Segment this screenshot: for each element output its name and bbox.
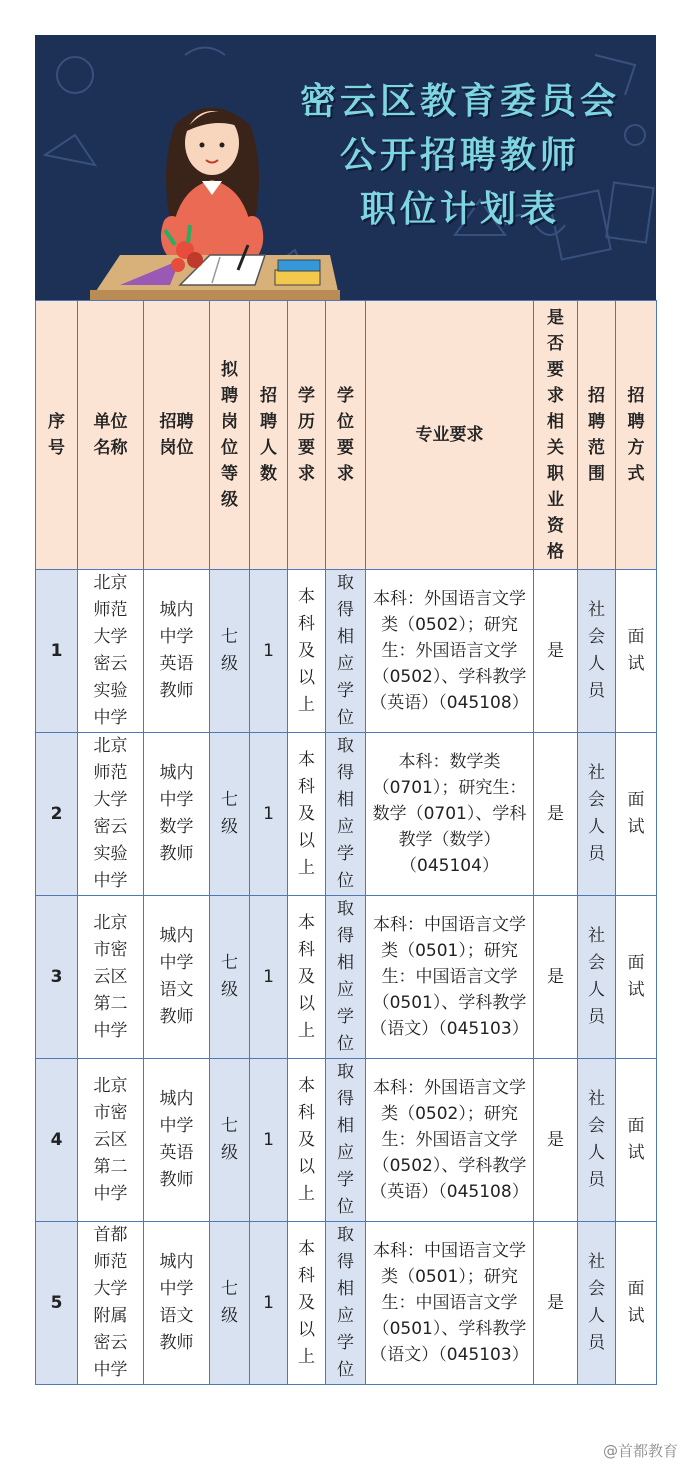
cell-seq-text: 1 [50,641,63,661]
banner-title-line-1: 密云区教育委员会 [299,81,620,122]
header-unit-label: 单位名称 [93,412,128,458]
header-seq [36,301,78,570]
header-edu [288,301,326,570]
header-edu-label: 学历要求 [298,386,315,484]
cell-method [616,896,657,1059]
cell-edu [288,570,326,733]
header-major [366,301,534,570]
cell-seq [36,733,78,896]
cell-count [250,570,288,733]
cell-level-text: 七级 [221,627,238,674]
table-row [36,1222,657,1385]
cell-qual [534,1222,578,1385]
header-qual-label: 是否要求相关职业资格 [547,308,564,562]
cell-level [210,1059,250,1222]
cell-scope [578,896,616,1059]
cell-scope [578,1222,616,1385]
cell-count [250,1059,288,1222]
header-seq-label: 序号 [48,412,65,458]
banner-title-line-2: 公开招聘教师 [339,135,580,176]
cell-count [250,896,288,1059]
cell-major [366,570,534,733]
table-row [36,896,657,1059]
cell-method-text: 面试 [627,1116,645,1163]
cell-edu [288,733,326,896]
cell-count [250,1222,288,1385]
cell-major [366,733,534,896]
cell-seq [36,570,78,733]
cell-major-text: 本科：中国语言文学类（0501）；研究生：中国语言文学（0501）、学科教学（语文）（045103） [370,915,529,1039]
cell-post [144,1059,210,1222]
cell-edu [288,896,326,1059]
cell-post [144,570,210,733]
cell-degree-text: 取得相应学位 [337,736,354,891]
header-degree-label: 学位要求 [337,386,354,484]
cell-edu [288,1059,326,1222]
cell-method [616,733,657,896]
cell-seq [36,1222,78,1385]
header-unit [78,301,144,570]
cell-edu-text: 本科及以上 [298,1075,315,1204]
cell-scope-text: 社会人员 [588,763,605,864]
cell-unit-text: 首都师范大学附属密云中学 [93,1225,128,1380]
cell-scope-text: 社会人员 [588,1252,605,1353]
cell-unit-text: 北京市密云区第二中学 [93,1075,128,1204]
header-method-label: 招聘方式 [627,386,645,484]
cell-seq-text: 2 [50,804,63,824]
cell-qual-text: 是 [547,1293,564,1313]
cell-qual-text: 是 [547,641,564,661]
cell-count-text: 1 [263,1130,274,1150]
cell-qual [534,570,578,733]
cell-method [616,1059,657,1222]
cell-major [366,1222,534,1385]
cell-count-text: 1 [263,804,274,824]
banner-title-line-3: 职位计划表 [359,189,560,230]
cell-scope-text: 社会人员 [588,926,605,1027]
cell-major [366,896,534,1059]
cell-level-text: 七级 [221,1116,238,1163]
cell-level [210,733,250,896]
cell-degree [326,1222,366,1385]
cell-seq-text: 3 [50,967,63,987]
cell-seq [36,1059,78,1222]
header-scope-label: 招聘范围 [588,386,605,484]
cell-method [616,570,657,733]
cell-unit [78,1059,144,1222]
cell-qual [534,733,578,896]
cell-degree-text: 取得相应学位 [337,573,354,728]
cell-level [210,570,250,733]
table-row [36,733,657,896]
header-count [250,301,288,570]
cell-scope [578,733,616,896]
cell-major-text: 本科：外国语言文学类（0502）；研究生：外国语言文学（0502）、学科教学（英语）（045108） [370,589,529,713]
cell-method [616,1222,657,1385]
cell-edu [288,1222,326,1385]
cell-degree-text: 取得相应学位 [337,899,354,1054]
table-header-row [36,301,657,570]
cell-post [144,896,210,1059]
header-major-label: 专业要求 [415,425,484,445]
cell-post-text: 城内中学英语教师 [159,1089,194,1190]
header-scope [578,301,616,570]
cell-unit-text: 北京市密云区第二中学 [93,912,128,1041]
header-banner [35,35,656,300]
cell-degree [326,1059,366,1222]
cell-count-text: 1 [263,641,274,661]
cell-unit-text: 北京师范大学密云实验中学 [93,573,128,728]
cell-scope [578,570,616,733]
cell-method-text: 面试 [627,790,645,837]
cell-degree [326,896,366,1059]
cell-degree [326,733,366,896]
header-level [210,301,250,570]
cell-level-text: 七级 [221,1279,238,1326]
cell-seq [36,896,78,1059]
cell-level-text: 七级 [221,790,238,837]
cell-degree-text: 取得相应学位 [337,1225,354,1380]
cell-unit-text: 北京师范大学密云实验中学 [93,736,128,891]
cell-major [366,1059,534,1222]
cell-level-text: 七级 [221,953,238,1000]
cell-post-text: 城内中学数学教师 [159,763,194,864]
cell-post [144,1222,210,1385]
cell-post-text: 城内中学语文教师 [159,926,194,1027]
teacher-illustration [80,85,340,300]
cell-unit [78,896,144,1059]
cell-edu-text: 本科及以上 [298,1238,315,1367]
cell-post-text: 城内中学语文教师 [159,1252,194,1353]
cell-scope-text: 社会人员 [588,1089,605,1190]
cell-edu-text: 本科及以上 [298,912,315,1041]
cell-unit [78,1222,144,1385]
cell-qual [534,896,578,1059]
cell-count-text: 1 [263,967,274,987]
cell-seq-text: 4 [50,1130,63,1150]
cell-scope [578,1059,616,1222]
cell-major-text: 本科：数学类（0701）；研究生：数学（0701）、学科教学（数学）（045104） [372,752,527,876]
cell-edu-text: 本科及以上 [298,586,315,715]
cell-qual-text: 是 [547,1130,564,1150]
header-post-label: 招聘岗位 [159,412,194,458]
header-post [144,301,210,570]
cell-degree [326,570,366,733]
cell-post [144,733,210,896]
cell-seq-text: 5 [50,1293,63,1313]
cell-unit [78,733,144,896]
cell-count-text: 1 [263,1293,274,1313]
header-degree [326,301,366,570]
table-row [36,570,657,733]
cell-qual-text: 是 [547,967,564,987]
cell-count [250,733,288,896]
cell-scope-text: 社会人员 [588,600,605,701]
cell-edu-text: 本科及以上 [298,749,315,878]
cell-method-text: 面试 [627,1279,645,1326]
header-qual [534,301,578,570]
cell-unit [78,570,144,733]
cell-level [210,1222,250,1385]
source-watermark: @首都教育 [602,1442,678,1460]
cell-method-text: 面试 [627,953,645,1000]
cell-level [210,896,250,1059]
cell-major-text: 本科：外国语言文学类（0502）；研究生：外国语言文学（0502）、学科教学（英语）（045108） [370,1078,529,1202]
cell-qual-text: 是 [547,804,564,824]
cell-degree-text: 取得相应学位 [337,1062,354,1217]
cell-qual [534,1059,578,1222]
header-level-label: 拟聘岗位等级 [221,360,238,510]
cell-post-text: 城内中学英语教师 [159,600,194,701]
cell-major-text: 本科：中国语言文学类（0501）；研究生：中国语言文学（0501）、学科教学（语文）（045103） [370,1241,529,1365]
cell-method-text: 面试 [627,627,645,674]
header-count-label: 招聘人数 [260,386,277,484]
job-plan-table [35,300,657,1385]
header-method [616,301,657,570]
table-row [36,1059,657,1222]
